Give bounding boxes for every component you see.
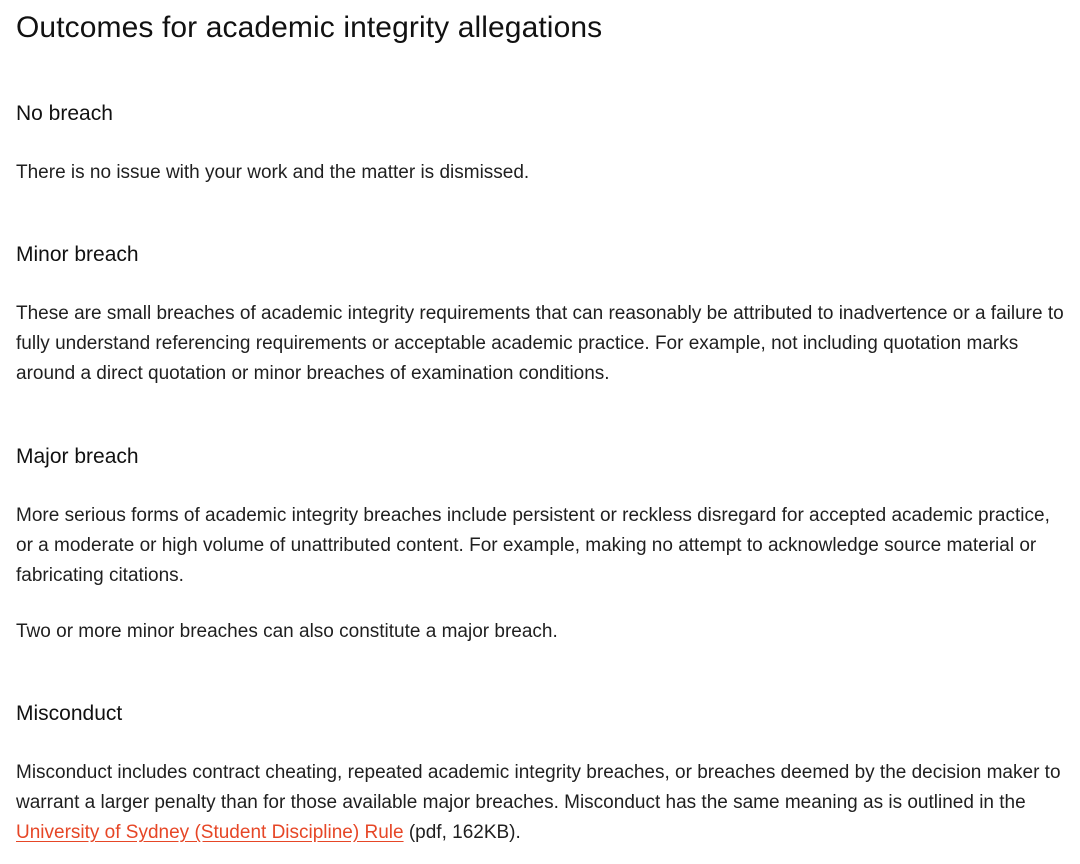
section-body-major-breach-note: Two or more minor breaches can also constitute a major breach. [16,621,558,642]
section-body-minor-breach: These are small breaches of academic integrity requirements that can reasonably be attributed to inadvertence or a failure to fully understand referencing requirements or acceptable academic practice. For example, not including quotation marks around a direct quotation or minor breaches of examination conditions. [16,303,1064,384]
section-body-misconduct [16,758,1066,848]
misconduct-text-before-link: Misconduct includes contract cheating, repeated academic integrity breaches, or breaches deemed by the decision maker to warrant a larger penalty than for those available major breaches. Misconduct has the same meaning as is outlined in the [16,762,1061,813]
page-title: Outcomes for academic integrity allegations [16,11,603,44]
misconduct-text-after-link: (pdf, 162KB). [403,822,521,843]
section-body-no-breach: There is no issue with your work and the matter is dismissed. [16,162,530,183]
section-heading-minor-breach: Minor breach [16,243,139,266]
section-heading-no-breach: No breach [16,102,113,125]
section-heading-misconduct: Misconduct [16,702,123,725]
section-body-major-breach: More serious forms of academic integrity breaches include persistent or reckless disregard for accepted academic practice, or a moderate or high volume of unattributed content. For example, making no attempt to acknowledge source material or fabricating citations. [16,505,1050,586]
student-discipline-rule-link[interactable]: University of Sydney (Student Discipline) Rule [16,822,404,843]
section-heading-major-breach: Major breach [16,445,139,468]
